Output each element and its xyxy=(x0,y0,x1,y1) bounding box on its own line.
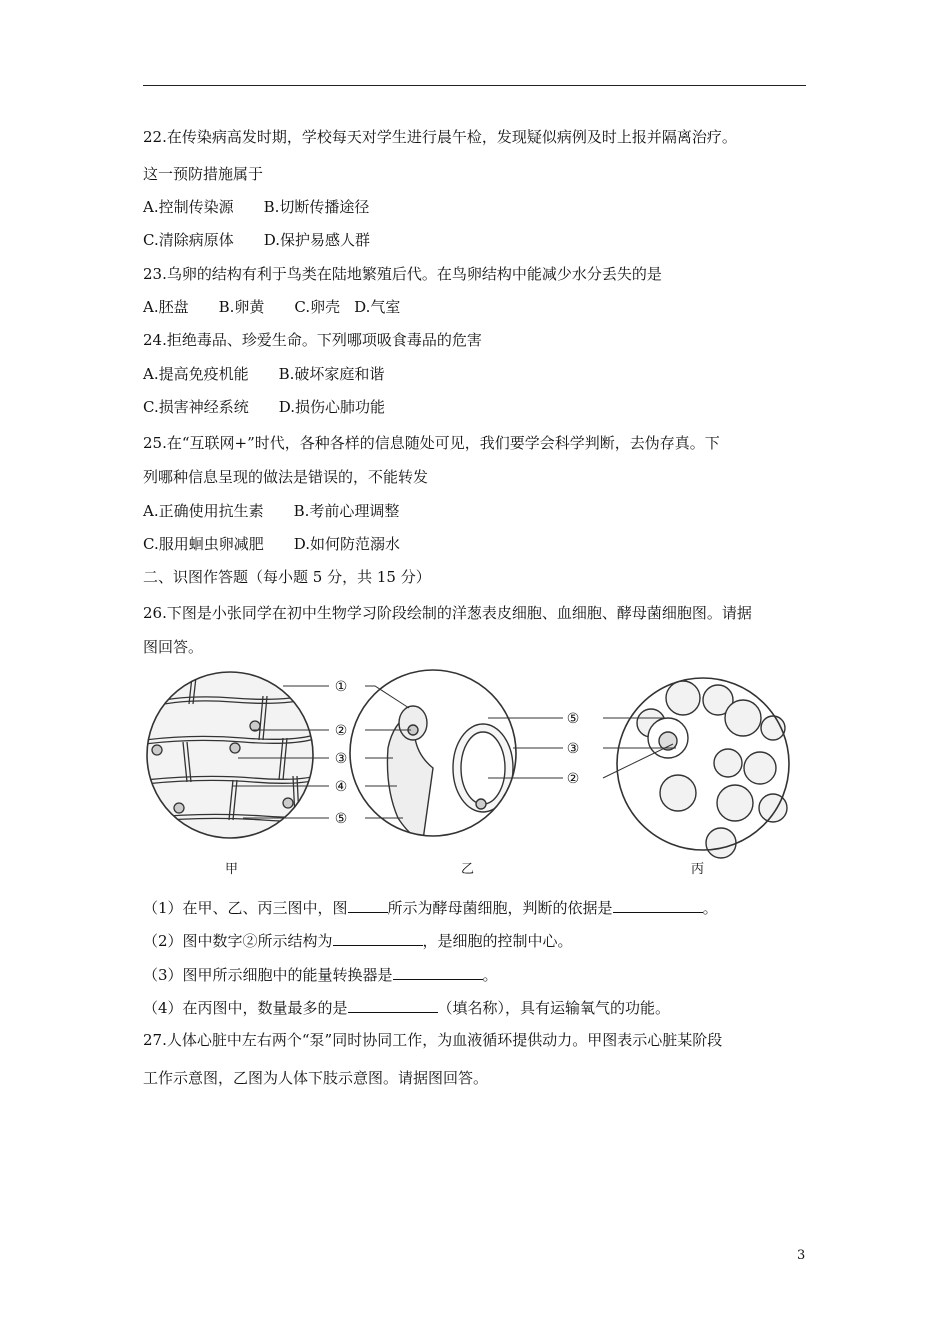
header-rule xyxy=(143,85,806,86)
q22-options-row2 xyxy=(143,230,370,250)
q26-sub2 xyxy=(143,930,573,951)
label-3-jia: ③ xyxy=(334,751,348,767)
q25-options-row2 xyxy=(143,534,400,554)
q23-options xyxy=(143,297,400,317)
label-4: ④ xyxy=(334,779,348,795)
q26-sub3-text-a: （3）图甲所示细胞中的能量转换器是 xyxy=(143,966,393,984)
yeast-cells-bing xyxy=(637,681,787,858)
q24-stem: 24.拒绝毒品、珍爱生命。下列哪项吸食毒品的危害 xyxy=(143,331,482,349)
q22-options-row1 xyxy=(143,197,369,217)
q23-option-b: B.卵黄 xyxy=(218,298,265,316)
q26-sub3-text-b: 。 xyxy=(482,966,498,984)
q25-stem-line2: 列哪种信息呈现的做法是错误的，不能转发 xyxy=(143,468,429,486)
label-1: ① xyxy=(334,679,348,695)
q23-option-d: D.气室 xyxy=(354,298,401,316)
q22-option-b: B.切断传播途径 xyxy=(263,198,370,216)
q24-option-d: D.损伤心肺功能 xyxy=(278,398,385,416)
q26-sub2-blank[interactable] xyxy=(333,930,423,946)
q26-sub1-text-b: 所示为酵母菌细胞，判断的依据是 xyxy=(387,899,613,917)
label-5-jia: ⑤ xyxy=(334,811,348,827)
q26-sub1-blank-2[interactable] xyxy=(613,897,703,913)
q26-sub4-text-a: （4）在丙图中，数量最多的是 xyxy=(143,999,348,1017)
q26-sub1 xyxy=(143,897,718,918)
q26-stem-line1: 26.下图是小张同学在初中生物学习阶段绘制的洋葱表皮细胞、血细胞、酵母菌细胞图。请据 xyxy=(143,604,752,622)
q25-option-c: C.服用蛔虫卵减肥 xyxy=(143,535,264,553)
q22-stem-line1: 22.在传染病高发时期，学校每天对学生进行晨午检，发现疑似病例及时上报并隔离治疗。 xyxy=(143,128,737,146)
q23-option-a: A.胚盘 xyxy=(143,298,189,316)
q26-sub1-text-c: 。 xyxy=(702,899,718,917)
q22-option-c: C.清除病原体 xyxy=(143,231,234,249)
q23-option-c: C.卵壳 xyxy=(294,298,341,316)
q25-option-a: A.正确使用抗生素 xyxy=(143,502,264,520)
q26-sub4-text-b: （填名称），具有运输氧气的功能。 xyxy=(437,999,671,1017)
q24-option-a: A.提高免疫机能 xyxy=(143,365,249,383)
section-2-heading: 二、识图作答题（每小题 5 分，共 15 分） xyxy=(143,568,431,586)
q24-option-c: C.损害神经系统 xyxy=(143,398,249,416)
cell-diagram xyxy=(143,668,807,878)
caption-jia: 甲 xyxy=(225,862,239,877)
q25-stem-line1: 25.在“互联网+”时代，各种各样的信息随处可见，我们要学会科学判断，去伪存真。下 xyxy=(143,434,720,452)
q27-stem-line1: 27.人体心脏中左右两个“泵”同时协同工作，为血液循环提供动力。甲图表示心脏某阶段 xyxy=(143,1031,723,1049)
cell-diagram-figure xyxy=(143,668,807,878)
q22-stem-line2: 这一预防措施属于 xyxy=(143,165,264,183)
label-2-jia: ② xyxy=(334,723,348,739)
label-3-bing: ③ xyxy=(566,741,580,757)
q25-options-row1 xyxy=(143,501,399,521)
label-2-bing: ② xyxy=(566,771,580,787)
q26-sub4-blank[interactable] xyxy=(348,997,438,1013)
q24-option-b: B.破坏家庭和谐 xyxy=(278,365,385,383)
caption-bing: 丙 xyxy=(691,862,705,877)
q24-options-row1 xyxy=(143,364,384,384)
q26-sub1-text-a: （1）在甲、乙、丙三图中，图 xyxy=(143,899,348,917)
q22-option-d: D.保护易感人群 xyxy=(263,231,370,249)
q24-options-row2 xyxy=(143,397,385,417)
page-number: 3 xyxy=(797,1248,806,1263)
q26-sub2-text-b: ，是细胞的控制中心。 xyxy=(422,932,573,950)
q26-sub1-blank-1[interactable] xyxy=(348,897,388,913)
blood-cells-yi xyxy=(387,706,513,840)
q27-stem-line2: 工作示意图，乙图为人体下肢示意图。请据图回答。 xyxy=(143,1069,489,1087)
q22-option-a: A.控制传染源 xyxy=(143,198,234,216)
q23-stem: 23.乌卵的结构有利于鸟类在陆地繁殖后代。在鸟卵结构中能减少水分丢失的是 xyxy=(143,265,662,283)
q26-stem-line2: 图回答。 xyxy=(143,638,204,656)
q26-sub3-blank[interactable] xyxy=(393,964,483,980)
q26-sub3 xyxy=(143,964,498,985)
label-5-bing: ⑤ xyxy=(566,711,580,727)
q26-sub4 xyxy=(143,997,670,1018)
q25-option-b: B.考前心理调整 xyxy=(293,502,400,520)
caption-yi: 乙 xyxy=(461,862,475,877)
q26-sub2-text-a: （2）图中数字②所示结构为 xyxy=(143,932,333,950)
q25-option-d: D.如何防范溺水 xyxy=(293,535,400,553)
